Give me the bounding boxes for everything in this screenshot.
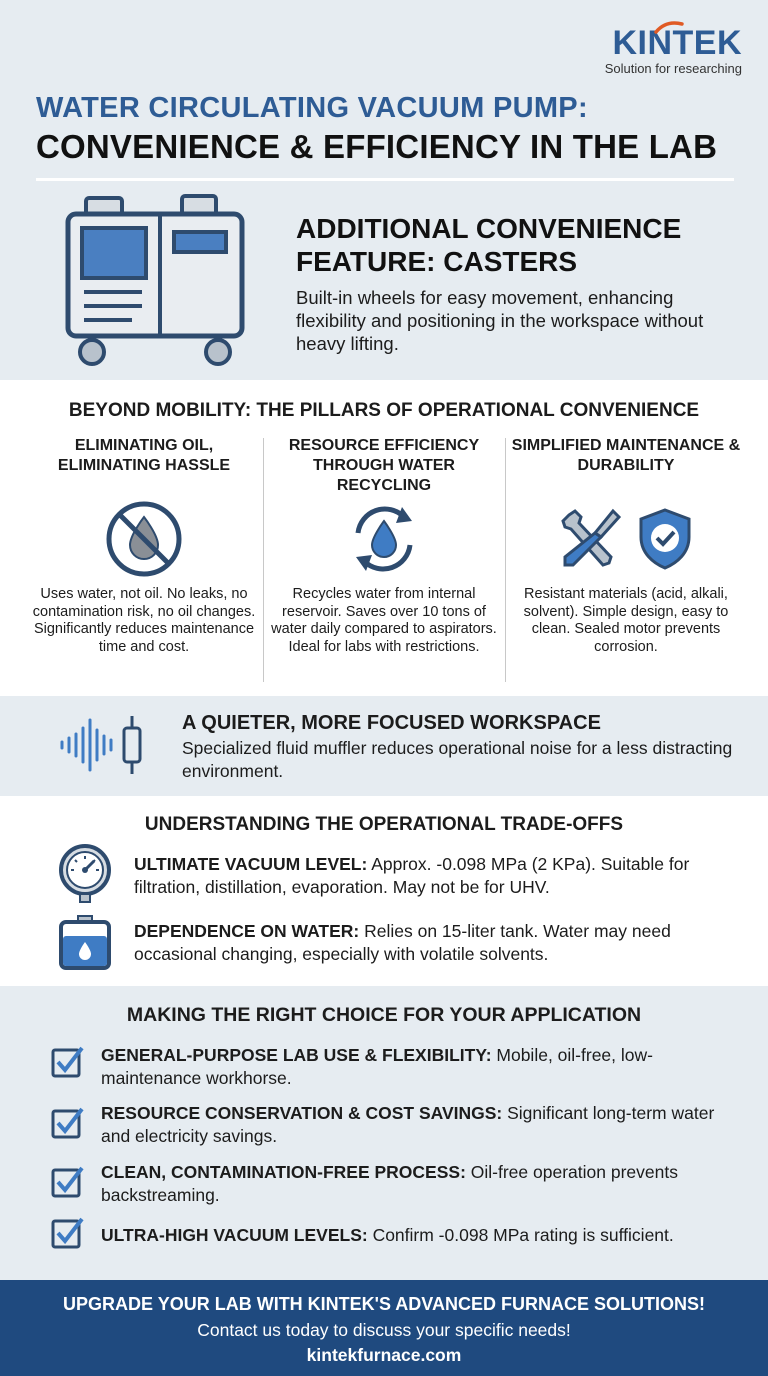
choice-heading: MAKING THE RIGHT CHOICE FOR YOUR APPLICATION — [126, 1004, 642, 1026]
pillar-title: ELIMINATING OIL, ELIMINATING HASSLE — [57, 437, 231, 474]
pillars-section — [0, 380, 768, 696]
pillar-maintenance — [506, 436, 746, 656]
footer-headline: UPGRADE YOUR LAB WITH KINTEK'S ADVANCED FURNACE SOLUTIONS! — [63, 1294, 705, 1314]
title-divider — [36, 178, 734, 181]
checkbox-checked-icon — [50, 1216, 84, 1250]
no-oil-drop-icon — [104, 499, 184, 579]
kintek-logo[interactable]: KINTEK — [612, 24, 742, 62]
pillar-water-recycling — [264, 436, 504, 656]
checkbox-checked-icon — [50, 1165, 84, 1199]
pillar-no-oil — [24, 436, 264, 656]
pillar-title: RESOURCE EFFICIENCY THROUGH WATER RECYCLING — [288, 437, 480, 494]
pillars-heading: BEYOND MOBILITY: THE PILLARS OF OPERATIONAL CONVENIENCE — [68, 400, 700, 421]
pillar-title: SIMPLIFIED MAINTENANCE & DURABILITY — [511, 437, 741, 474]
feature-description: Built-in wheels for easy movement, enhancing flexibility and positioning in the workspace without heavy lifting. — [296, 287, 704, 354]
header-section — [0, 0, 768, 380]
page-title-line1: WATER CIRCULATING VACUUM PUMP: — [36, 92, 588, 124]
logo-tagline: Solution for researching — [604, 61, 742, 76]
tradeoffs-heading: UNDERSTANDING THE OPERATIONAL TRADE-OFFS — [144, 814, 624, 835]
quiet-description: Specialized fluid muffler reduces operational noise for a less distracting environment. — [182, 738, 733, 781]
footer-cta — [0, 1280, 768, 1376]
tradeoff-water-dependence: DEPENDENCE ON WATER: Relies on 15-liter tank. Water may need occasional changing, especially with volatile solvents. — [134, 921, 671, 964]
water-recycle-icon — [344, 499, 424, 579]
pillar-description: Resistant materials (acid, alkali, solvent). Simple design, easy to clean. Sealed motor prevents corrosion. — [523, 586, 729, 655]
pressure-gauge-icon — [56, 844, 114, 904]
choice-item: ULTRA-HIGH VACUUM LEVELS: Confirm -0.098 MPa rating is sufficient. — [101, 1225, 674, 1245]
logo-swoosh-icon — [654, 20, 684, 34]
footer-subline: Contact us today to discuss your specific needs! — [197, 1320, 571, 1340]
footer-website-link[interactable]: kintekfurnace.com — [306, 1345, 462, 1365]
choice-item: GENERAL-PURPOSE LAB USE & FLEXIBILITY: Mobile, oil-free, low-maintenance workhorse. — [101, 1045, 653, 1088]
pillar-description: Uses water, not oil. No leaks, no contamination risk, no oil changes. Significantly reduces maintenance time and cost. — [32, 586, 256, 655]
tools-and-shield-icon — [506, 498, 746, 580]
pump-on-casters-icon — [62, 192, 248, 370]
sound-wave-muffler-icon — [58, 714, 150, 776]
choice-section — [0, 986, 768, 1280]
choice-item: CLEAN, CONTAMINATION-FREE PROCESS: Oil-free operation prevents backstreaming. — [101, 1162, 678, 1205]
shield-check-icon — [637, 507, 693, 571]
quiet-heading: A QUIETER, MORE FOCUSED WORKSPACE — [182, 712, 601, 734]
feature-title: ADDITIONAL CONVENIENCE FEATURE: CASTERS — [296, 213, 682, 277]
tradeoff-vacuum-level: ULTIMATE VACUUM LEVEL: Approx. -0.098 MPa (2 KPa). Suitable for filtration, distillation, evaporation. May not be for UHV. — [134, 854, 690, 897]
choice-item: RESOURCE CONSERVATION & COST SAVINGS: Significant long-term water and electricity savings. — [101, 1103, 715, 1146]
checkbox-checked-icon — [50, 1106, 84, 1140]
page-title-line2: CONVENIENCE & EFFICIENCY IN THE LAB — [36, 128, 718, 165]
wrench-screwdriver-icon — [559, 507, 623, 571]
tradeoffs-section — [0, 796, 768, 986]
quiet-section — [0, 696, 768, 796]
pillar-description: Recycles water from internal reservoir. Saves over 10 tons of water daily compared to aspirators. Ideal for labs with restrictions. — [271, 586, 497, 655]
water-tank-icon — [58, 914, 112, 972]
checkbox-checked-icon — [50, 1045, 84, 1079]
